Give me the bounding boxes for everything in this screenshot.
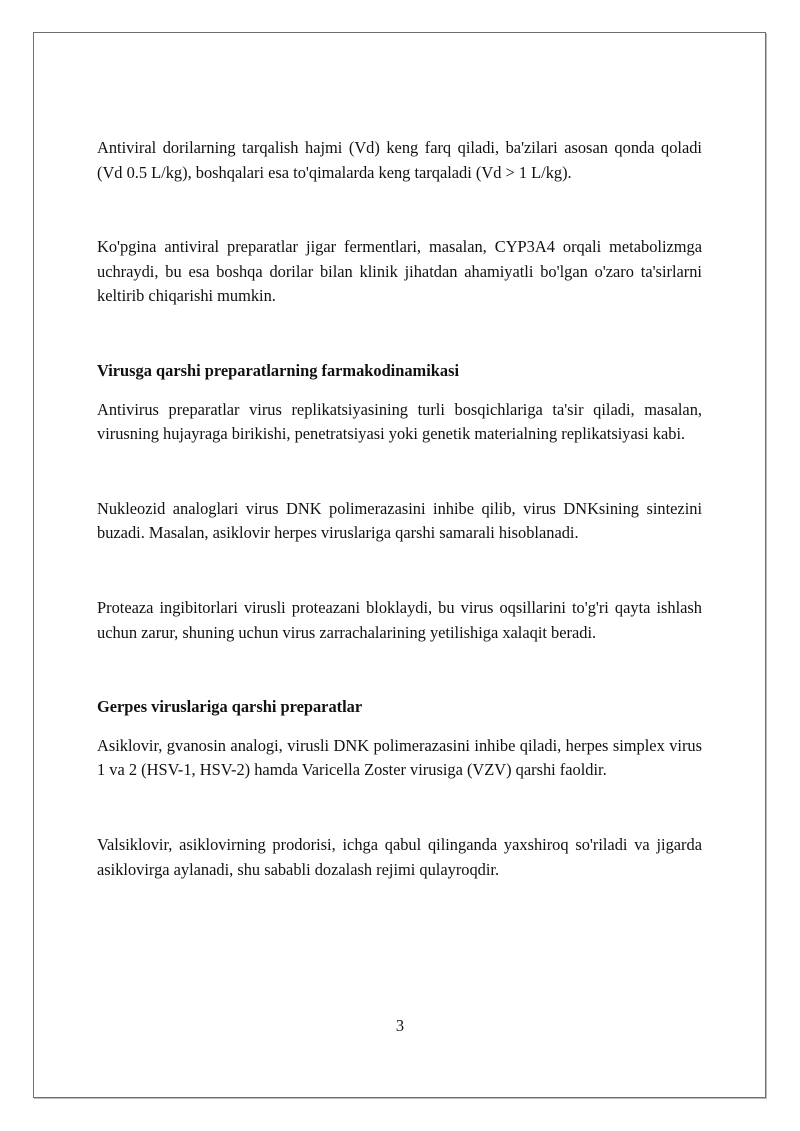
paragraph-replication-stages: Antivirus preparatlar virus replikatsiyasining turli bosqichlariga ta'sir qiladi, masalan, virusning hujayraga birikishi, penetratsiyasi yoki genetik materialning replikatsiyasi kabi. (97, 399, 702, 444)
paragraph-acyclovir: Asiklovir, gvanosin analogi, virusli DNK polimerazasini inhibe qiladi, herpes simplex virus 1 va 2 (HSV-1, HSV-2) hamda Varicella Zoster virusiga (VZV) qarshi faoldir. (97, 735, 702, 780)
paragraph-nucleoside-analogs: Nukleozid analoglari virus DNK polimerazasini inhibe qilib, virus DNKsining sintezini buzadi. Masalan, asiklovir herpes viruslariga qarshi samarali hisoblanadi. (97, 498, 702, 543)
heading-pharmacodynamics: Virusga qarshi preparatlarning farmakodinamikasi (97, 360, 460, 380)
page-content (97, 136, 702, 882)
heading-herpes-drugs: Gerpes viruslariga qarshi preparatlar (97, 697, 363, 717)
paragraph-valacyclovir: Valsiklovir, asiklovirning prodorisi, ichga qabul qilinganda yaxshiroq so'riladi va jigarda asiklovirga aylanadi, shu sababli dozalash rejimi qulayroqdir. (97, 834, 702, 879)
paragraph-volume-of-distribution: Antiviral dorilarning tarqalish hajmi (Vd) keng farq qiladi, ba'zilari asosan qonda qoladi (Vd 0.5 L/kg), boshqalari esa to'qimalarda keng tarqaladi (Vd > 1 L/kg). (97, 138, 702, 182)
paragraph-protease-inhibitors: Proteaza ingibitorlari virusli proteazani bloklaydi, bu virus oqsillarini to'g'ri qayta ishlash uchun zarur, shuning uchun virus zarrachalarining yetilishiga xalaqit beradi. (97, 597, 702, 642)
paragraph-metabolism: Ko'pgina antiviral preparatlar jigar fermentlari, masalan, CYP3A4 orqali metabolizmga uchraydi, bu esa boshqa dorilar bilan klinik jihatdan ahamiyatli bo'lgan o'zaro ta'sirlarni keltirib chiqarishi mumkin. (97, 237, 702, 306)
page-number: 3 (395, 1016, 405, 1035)
